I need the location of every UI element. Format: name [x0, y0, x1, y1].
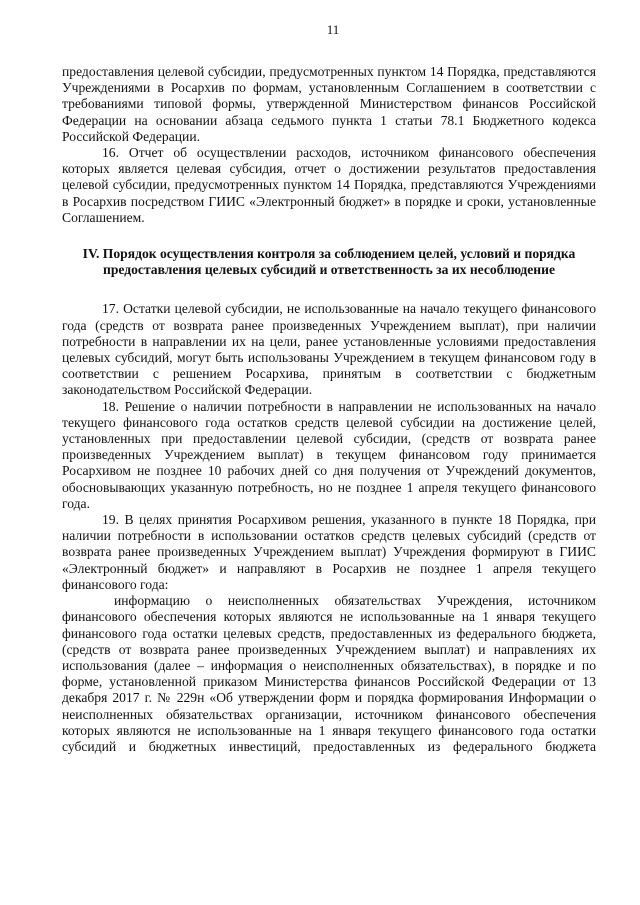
paragraph-17: 17. Остатки целевой субсидии, не использованные на начало текущего финансового года (средств от возврата ранее произведенных Учреждением выплат), при наличии потребности в направлении их на цели, ранее установленные условиями предоставления целевых субсидий, могут быть использованы Учреждением в текущем финансовом году в соответствии с решением Росархива, принятым в соответствии с бюджетным законодательством Российской Федерации. — [62, 301, 596, 398]
paragraph-18: 18. Решение о наличии потребности в направлении не использованных на начало текущего финансового года остатков средств целевой субсидии на достижение целей, установленных при предоставлении целевой субсидии, (средств от возврата ранее произведенных Учреждением выплат) в текущем финансовом году принимается Росархивом не позднее 10 рабочих дней со дня получения от Учреждений документов, обосновывающих указанную потребность, но не позднее 1 апреля текущего финансового года. — [62, 398, 596, 511]
paragraph-continuation: предоставления целевой субсидии, предусмотренных пунктом 14 Порядка, представляются Учреждениями в Росархив по формам, установленным Соглашением в соответствии с требованиями типовой формы, утвержденной Министерством финансов Российской Федерации на основании абзаца седьмого пункта 1 статьи 78.1 Бюджетного кодекса Российской Федерации. — [62, 64, 596, 144]
section-heading-iv: IV. Порядок осуществления контроля за соблюдением целей, условий и порядка предоставления целевых субсидий и ответственность за их несоблюдение — [82, 246, 576, 278]
paragraph-19-information: информацию о неисполненных обязательствах Учреждения, источником финансового обеспечения которых являются не использованные на 1 января текущего финансового года остатки целевых средств, предоставленных из федерального бюджета, (средств от возврата ранее произведенных Учреждением выплат) и направлениях их использования (далее – информация о неисполненных обязательствах), в порядке и по форме, установленной приказом Министерства финансов Российской Федерации от 13 декабря 2017 г. № 229н «Об утверждении форм и порядка формирования Информации о неисполненных обязательствах организации, источником финансового обеспечения которых являются не использованные на 1 января текущего финансового года остатки субсидий и бюджетных инвестиций, предоставленных из федерального бюджета — [62, 593, 596, 754]
page-number: 11 — [326, 22, 340, 37]
paragraph-19: 19. В целях принятия Росархивом решения, указанного в пункте 18 Порядка, при наличии потребности в использовании остатков средств целевых субсидий (средств от возврата ранее произведенных Учреждением выплат) Учреждения формируют в ГИИС «Электронный бюджет» и направляют в Росархив не позднее 1 апреля текущего финансового года: — [62, 512, 596, 592]
paragraph-16: 16. Отчет об осуществлении расходов, источником финансового обеспечения которых является целевая субсидия, отчет о достижении результатов предоставления целевой субсидии, предусмотренных пунктом 14 Порядка, представляются Учреждениями в Росархив посредством ГИИС «Электронный бюджет» в порядке и сроки, установленные Соглашением. — [62, 145, 596, 225]
